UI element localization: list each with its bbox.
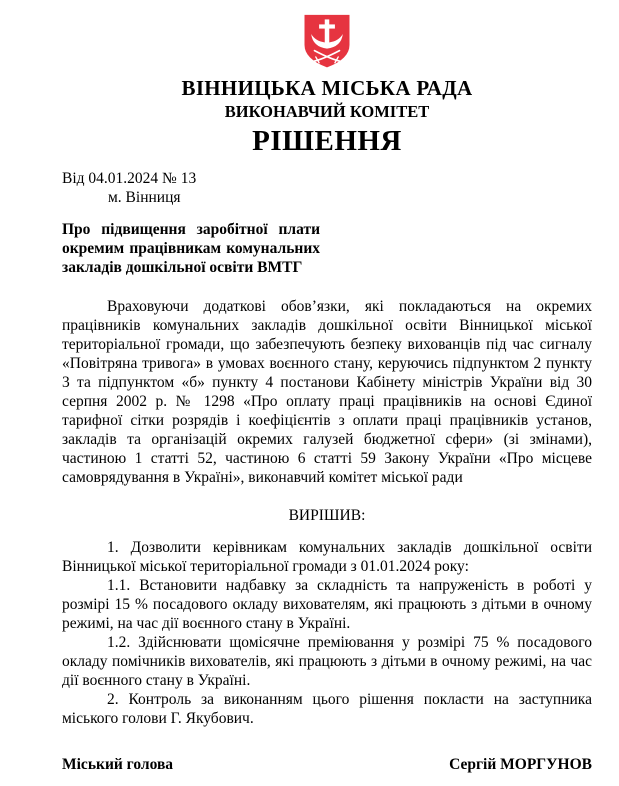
signer-position: Міський голова xyxy=(62,756,174,773)
resolution-item-1: 1. Дозволити керівникам комунальних закладів дошкільної освіти Вінницької міської територіальної громади з 01.01.2024 року: xyxy=(62,539,592,575)
document-header xyxy=(62,14,592,158)
resolution-item-1-2: 1.2. Здійснювати щомісячне преміювання у розмірі 75 % посадового окладу помічників вихователів, які працюють з дітьми в очному режимі, на час дії воєнного стану в Україні. xyxy=(62,634,592,689)
resolution-item-1-1: 1.1. Встановити надбавку за складність та напруженість в роботі у розмірі 15 % посадового окладу вихователям, які працюють з дітьми в очному режимі, на час дії воєнного стану в Україні. xyxy=(62,577,592,632)
resolution-item-2: 2. Контроль за виконанням цього рішення покласти на заступника міського голови Г. Якубович. xyxy=(62,691,592,727)
doc-subject-title: Про підвищення заробітної плати окремим працівникам комунальних закладів дошкільної освіти ВМТГ xyxy=(62,221,320,276)
doc-type-title: РІШЕННЯ xyxy=(252,125,402,157)
vinnytsia-coat-of-arms-icon xyxy=(302,14,352,69)
signer-name: Сергій МОРГУНОВ xyxy=(449,756,592,773)
resolution-items xyxy=(62,538,592,728)
signature-block xyxy=(62,755,592,774)
doc-date-number: Від 04.01.2024 № 13 xyxy=(62,170,197,187)
preamble-paragraph: Враховуючи додаткові обов’язки, які покладаються на окремих працівників комунальних закладів дошкільної освіти Вінницької міської територіальної громади, що забезпечують безпеку вихованців під час сигналу «Повітряна тривога» в умовах воєнного стану, керуючись підпунктом 2 пункту 3 та підпунктом «б» пункту 4 постанови Кабінету міністрів України від 30 серпня 2002 р. № 1298 «Про оплату праці працівників на основі Єдиної тарифної сітки розрядів і коефіцієнтів з оплати праці працівників установ, закладів та організацій окремих галузей бюджетної сфери» (зі змінами), частиною 1 статті 52, частиною 6 статті 59 Закону України «Про місцеве самоврядування в Україні», виконавчий комітет міської ради xyxy=(62,298,592,486)
document-meta xyxy=(62,169,592,207)
org-name: ВІННИЦЬКА МІСЬКА РАДА xyxy=(181,76,473,100)
org-unit: ВИКОНАВЧИЙ КОМІТЕТ xyxy=(224,102,430,121)
resolution-heading: ВИРІШИВ: xyxy=(288,507,366,524)
doc-place: м. Вінниця xyxy=(108,189,181,206)
